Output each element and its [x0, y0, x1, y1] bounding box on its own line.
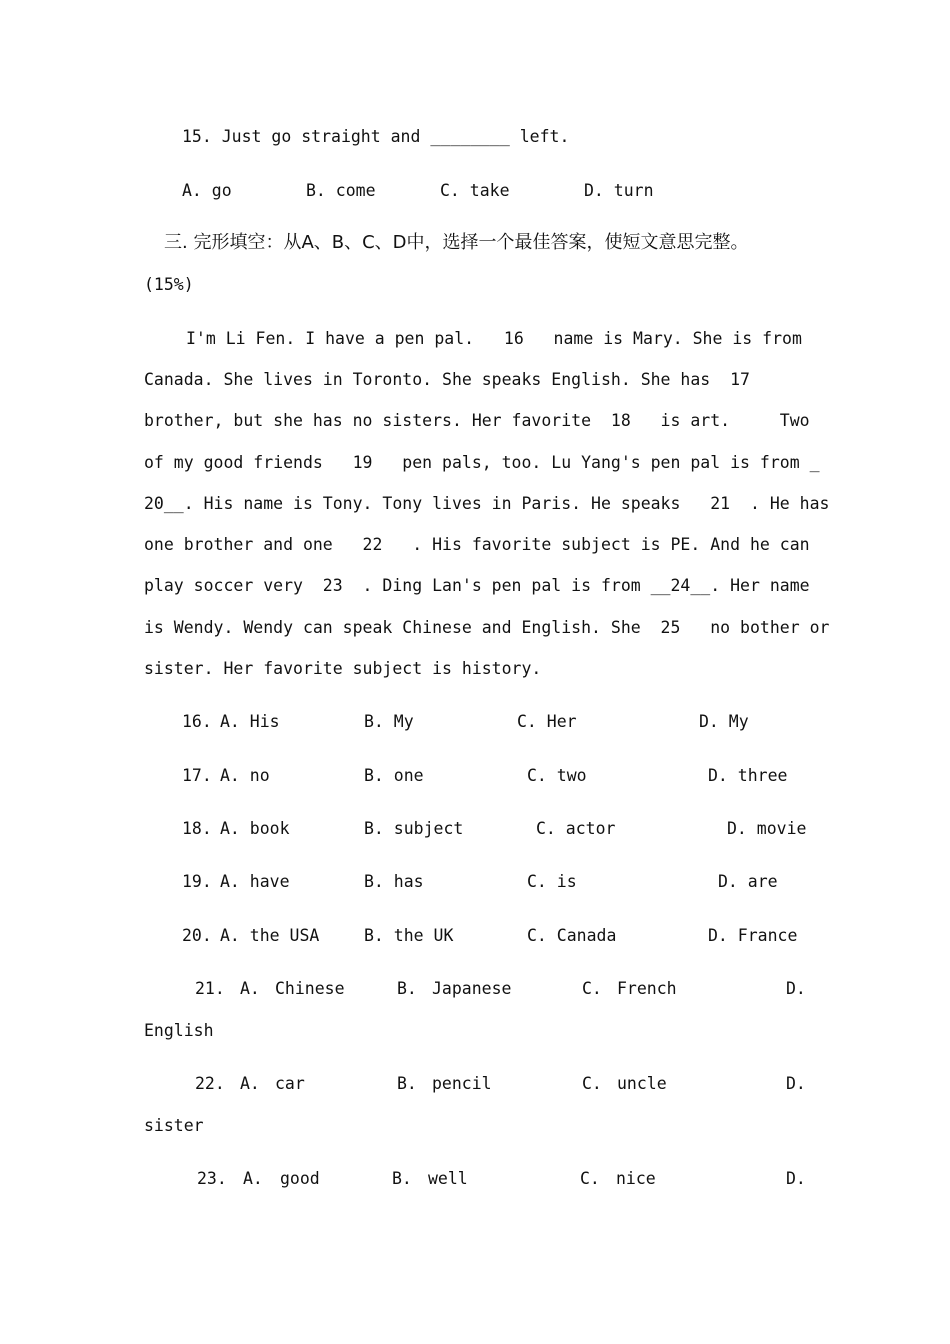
- question-number: 22.: [195, 1074, 225, 1093]
- option-c-letter: C.: [580, 1169, 600, 1188]
- option-a: A. the USA: [220, 926, 320, 945]
- option-a: A. have: [220, 872, 290, 891]
- question-number: 16.: [182, 712, 212, 731]
- option-b-letter: B.: [397, 979, 417, 998]
- option-b: B. My: [364, 712, 414, 731]
- option-d-letter: D.: [786, 979, 806, 998]
- option-b-letter: B.: [392, 1169, 412, 1188]
- option-d-letter: D.: [786, 1169, 806, 1188]
- section-points: (15%): [144, 275, 194, 294]
- q15-option-b: B. come: [306, 181, 376, 200]
- option-a-letter: A.: [243, 1169, 263, 1188]
- question-number: 19.: [182, 872, 212, 891]
- question-number: 21.: [195, 979, 225, 998]
- passage-line: of my good friends 19 pen pals, too. Lu Yang's pen pal is from _: [144, 453, 820, 472]
- option-d: D. movie: [727, 819, 807, 838]
- option-a-text: Chinese: [275, 979, 345, 998]
- option-d: D. France: [708, 926, 798, 945]
- option-c: C. Her: [517, 712, 577, 731]
- option-c-letter: C.: [582, 979, 602, 998]
- option-b: B. the UK: [364, 926, 454, 945]
- option-a: A. His: [220, 712, 280, 731]
- option-a-letter: A.: [240, 979, 260, 998]
- passage-line: play soccer very 23 . Ding Lan's pen pal is from __24__. Her name: [144, 576, 810, 595]
- option-c-text: nice: [616, 1169, 656, 1188]
- option-a: A. book: [220, 819, 290, 838]
- option-b-text: well: [428, 1169, 468, 1188]
- q15-option-d: D. turn: [584, 181, 654, 200]
- question-number: 18.: [182, 819, 212, 838]
- q15-option-a: A. go: [182, 181, 232, 200]
- option-c-letter: C.: [582, 1074, 602, 1093]
- option-d-letter: D.: [786, 1074, 806, 1093]
- option-c: C. is: [527, 872, 577, 891]
- option-b-letter: B.: [397, 1074, 417, 1093]
- option-b: B. one: [364, 766, 424, 785]
- option-c-text: French: [617, 979, 677, 998]
- section-heading: 三. 完形填空：从A、B、C、D中，选择一个最佳答案，使短文意思完整。: [164, 232, 749, 253]
- option-b-text: Japanese: [432, 979, 512, 998]
- option-a-text: car: [275, 1074, 305, 1093]
- passage-line: brother, but she has no sisters. Her favorite 18 is art. Two: [144, 411, 810, 430]
- option-c: C. Canada: [527, 926, 617, 945]
- question-number: 23.: [197, 1169, 227, 1188]
- passage-line: sister. Her favorite subject is history.: [144, 659, 542, 678]
- option-a-text: good: [280, 1169, 320, 1188]
- passage-line: one brother and one 22 . His favorite subject is PE. And he can: [144, 535, 810, 554]
- option-d-text: sister: [144, 1116, 204, 1135]
- option-c-text: uncle: [617, 1074, 667, 1093]
- question-number: 17.: [182, 766, 212, 785]
- option-c: C. two: [527, 766, 587, 785]
- passage-line: 20__. His name is Tony. Tony lives in Paris. He speaks 21 . He has: [144, 494, 830, 513]
- option-b-text: pencil: [432, 1074, 492, 1093]
- option-d-text: English: [144, 1021, 214, 1040]
- option-b: B. has: [364, 872, 424, 891]
- q15-option-c: C. take: [440, 181, 510, 200]
- option-b: B. subject: [364, 819, 464, 838]
- option-d: D. three: [708, 766, 788, 785]
- passage-line: is Wendy. Wendy can speak Chinese and English. She 25 no bother or: [144, 618, 830, 637]
- option-d: D. are: [718, 872, 778, 891]
- option-a: A. no: [220, 766, 270, 785]
- passage-line: Canada. She lives in Toronto. She speaks English. She has 17: [144, 370, 750, 389]
- q15-stem: 15. Just go straight and ________ left.: [182, 127, 570, 146]
- option-a-letter: A.: [240, 1074, 260, 1093]
- passage-line: I'm Li Fen. I have a pen pal. 16 name is Mary. She is from: [186, 329, 802, 348]
- option-c: C. actor: [536, 819, 616, 838]
- question-number: 20.: [182, 926, 212, 945]
- option-d: D. My: [699, 712, 749, 731]
